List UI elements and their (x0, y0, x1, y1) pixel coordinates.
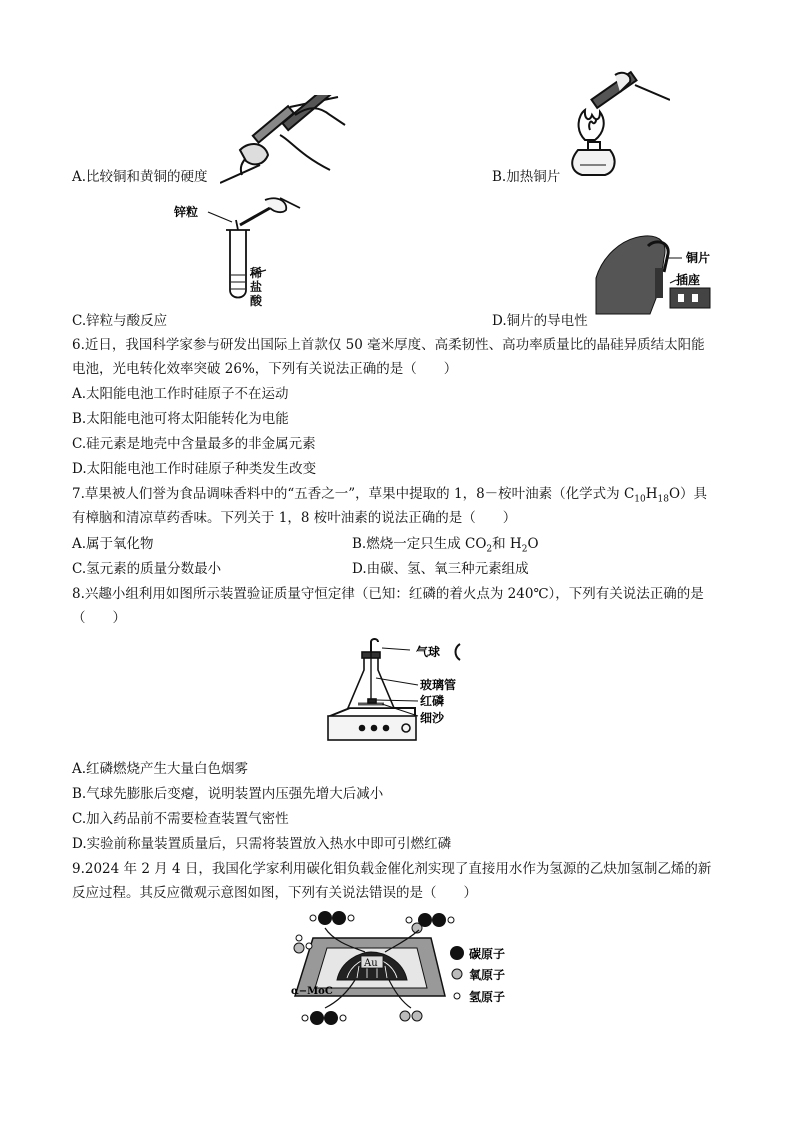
figure-copper-conductivity (590, 228, 730, 316)
q7-stem-h: H (645, 486, 658, 502)
q8-stem-line1: 8.兴趣小组利用如图所示装置验证质量守恒定律（已知：红磷的着火点为 240℃），下列有关说法正确的是 (72, 586, 704, 602)
q6-stem-line1: 6.近日，我国科学家参与研发出国际上首款仅 50 毫米厚度、高柔韧性、高功率质量比的晶硅异质结太阳能 (72, 337, 705, 353)
figure-zinc-acid-reaction (170, 190, 310, 305)
q7-optb-part-b: 和 H (492, 536, 522, 552)
q7-optb-sub2: 2 (521, 544, 528, 555)
figure-heating-copper (560, 70, 670, 185)
zinc-label: 锌粒 (174, 205, 199, 219)
q8-option-a: A.红磷燃烧产生大量白色烟雾 (72, 761, 249, 777)
q7-stem-part-a: 7.草果被人们誉为食品调味香料中的“五香之一”，草果中提取的 1，8－桉叶油素（化学式为 C (72, 486, 635, 502)
figure-reaction-microscopic-diagram (285, 908, 515, 1030)
q8-option-c: C.加入药品前不需要检查装置气密性 (72, 811, 289, 827)
q7-sub-hydrogen: 18 (657, 494, 669, 505)
q6-option-d: D.太阳能电池工作时硅原子种类发生改变 (72, 461, 317, 477)
socket-label: 插座 (676, 273, 701, 287)
q8-option-b: B.气球先膨胀后变瘪，说明装置内压强先增大后减小 (72, 786, 384, 802)
q7-optb-sub: 2 (486, 544, 493, 555)
q7-optb-part-a: B.燃烧一定只生成 CO (352, 536, 487, 552)
legend-carbon: 碳原子 (469, 947, 506, 961)
q7-option-a: A.属于氧化物 (72, 536, 154, 552)
balloon-label: 气球 (416, 645, 441, 659)
q8-option-d: D.实验前称量装置质量后，只需将装置放入热水中即可引燃红磷 (72, 836, 452, 852)
acid-label: 稀盐酸 (250, 266, 263, 308)
q5-option-a: A.比较铜和黄铜的硬度 (72, 169, 208, 185)
q7-stem-part-b: O）具 (668, 486, 708, 502)
q7-option-c: C.氢元素的质量分数最小 (72, 561, 222, 577)
q9-stem-line1: 9.2024 年 2 月 4 日，我国化学家利用碳化钼负载金催化剂实现了直接用水作为氢源的乙炔加氢制乙烯的新 (72, 861, 712, 877)
figure-copper-brass-hardness (220, 95, 350, 185)
q7-optb-part-c: O (527, 536, 539, 552)
q7-stem-line1 (72, 485, 707, 509)
q5-option-b: B.加热铜片 (492, 169, 561, 185)
q6-option-c: C.硅元素是地壳中含量最多的非金属元素 (72, 436, 316, 452)
legend-oxygen: 氧原子 (469, 968, 506, 982)
q6-stem-line2: 电池，光电转化效率突破 26%，下列有关说法正确的是（ ） (72, 361, 458, 377)
fine-sand-label: 细沙 (420, 711, 445, 725)
q5-option-d: D.铜片的导电性 (492, 313, 588, 329)
q7-option-d: D.由碳、氢、氧三种元素组成 (352, 561, 529, 577)
q7-option-b (352, 535, 539, 559)
q6-option-a: A.太阳能电池工作时硅原子不在运动 (72, 386, 289, 402)
q5-option-c: C.锌粒与酸反应 (72, 313, 168, 329)
q7-stem-line2: 有樟脑和清凉草药香味。下列关于 1，8 桉叶油素的说法正确的是（ ） (72, 510, 517, 526)
figure-mass-conservation-apparatus (320, 638, 480, 746)
q7-sub-carbon: 10 (634, 494, 646, 505)
au-label: Au (364, 958, 378, 969)
copper-piece-label: 铜片 (686, 251, 711, 265)
q6-option-b: B.太阳能电池可将太阳能转化为电能 (72, 411, 289, 427)
q8-stem-line2: （ ） (72, 610, 126, 626)
legend-hydrogen: 氢原子 (469, 990, 506, 1004)
q9-stem-line2: 反应过程。其反应微观示意图如图，下列有关说法错误的是（ ） (72, 885, 477, 901)
moc-label: α−MoC (291, 986, 333, 997)
red-phosphorus-label: 红磷 (420, 694, 445, 708)
glass-tube-label: 玻璃管 (420, 678, 457, 692)
